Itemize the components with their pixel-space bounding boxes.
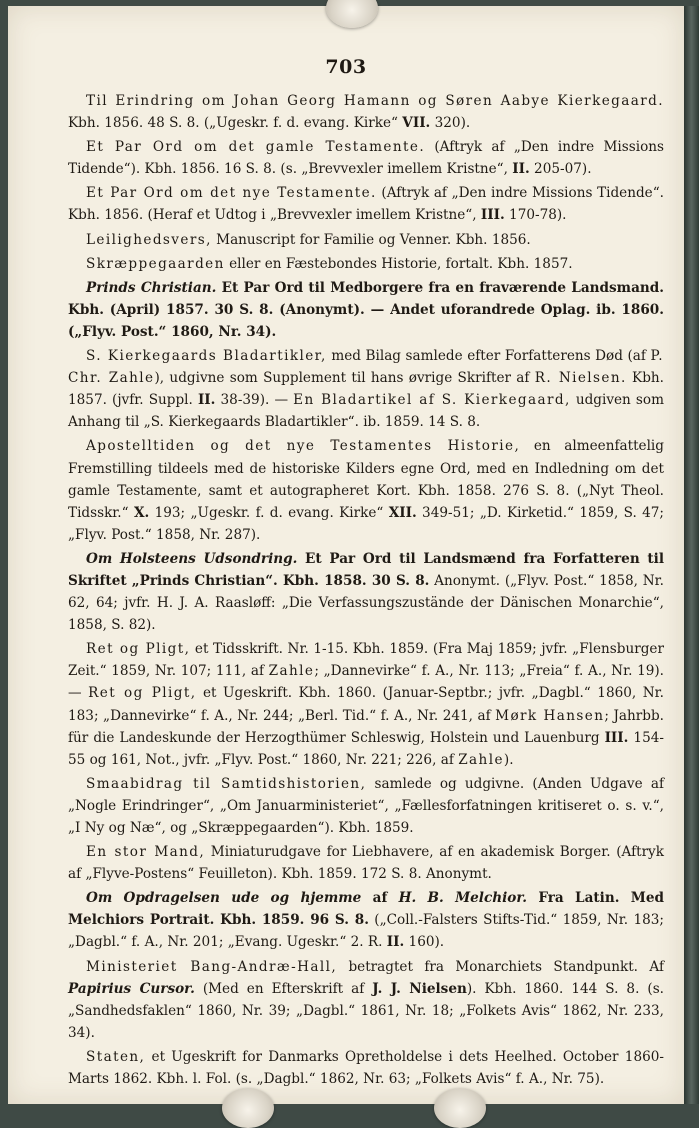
entry-text-segment: Smaabidrag til Samtidshistorien, (86, 775, 367, 792)
book-edge (684, 6, 699, 1104)
entry-text-segment: ). Kbh. 1860. 144 S. 8. (s. „Sandhedsfaklen“ 1860, Nr. 39; „Dagbl.“ 1861, Nr. 18; „Folkets Avis“ 1862, Nr. 233, 34). (68, 980, 664, 1041)
bibliography-entry (68, 229, 664, 251)
entry-text-segment: af (361, 890, 399, 907)
entry-text-segment: Om Opdragelsen ude og hjemme (86, 890, 362, 907)
entry-text-segment: R. Nielsen. (534, 370, 627, 387)
paper-clip-bottom-left (222, 1088, 274, 1128)
entry-text-segment: Fra Latin. Med Melchiors Portrait. Kbh. 1859. 96 S. 8. (68, 890, 664, 929)
bibliography-entry (68, 90, 664, 134)
entry-text-segment: III. (604, 729, 629, 746)
bibliography-entry (68, 182, 664, 226)
entry-text-segment: Staten, (86, 1048, 146, 1065)
entry-text-segment: Papirius Cursor. (68, 980, 195, 997)
entry-text-segment: ). (503, 751, 514, 768)
entry-text-segment: II. (512, 161, 530, 178)
entry-text-segment: En stor Mand, (86, 844, 206, 861)
entry-text-segment: Kbh. 1856. 48 S. 8. („Ugeskr. f. d. evang. Kirke“ (68, 115, 403, 132)
entry-text-segment: ; Jahrbb. für die Landeskunde der Herzogthümer Schleswig, Holstein und Lauenburg (68, 707, 664, 746)
entry-text-segment: Et Par Ord om det gamle Testamente. (86, 139, 426, 156)
entry-text-segment: J. J. Nielsen (372, 980, 467, 997)
entry-text-segment: II. (386, 934, 405, 951)
entry-text-segment: ; „Dannevirke“ f. A., Nr. 113; „Freia“ f. A., Nr. 19). — (68, 663, 664, 702)
bibliography-text (68, 90, 664, 1092)
entry-text-segment: Ret og Pligt, (88, 685, 197, 702)
entry-text-segment: VII. (402, 115, 431, 132)
page-number: 703 (325, 56, 367, 78)
bibliography-entry (68, 1046, 664, 1090)
bibliography-entry (68, 887, 664, 953)
entry-text-segment: 193; „Ugeskr. f. d. evang. Kirke“ (149, 504, 389, 521)
entry-text-segment: Et Par Ord til Medborgere fra en fraværende Landsmand. Kbh. (April) 1857. 30 S. 8. (Anonymt). — Andet uforandrede Oplag. ib. 1860. („Flyv. Post.“ 1860, Nr. 34). (68, 279, 664, 340)
entry-text-segment: Ret og Pligt, (86, 641, 191, 658)
entry-text-segment: Mørk Hansen (495, 707, 605, 724)
entry-text-segment: Leilighedsvers, (86, 231, 212, 248)
bibliography-entry (68, 841, 664, 885)
bibliography-entry (68, 773, 664, 839)
paper-clip-bottom-right (434, 1088, 486, 1128)
entry-text-segment: 349-51; „D. Kirketid.“ 1859, S. 47; „Flyv. Post.“ 1858, Nr. 287). (68, 504, 664, 543)
entry-text-segment: udgiven som Anhang til „S. Kierkegaards Bladartikler“. ib. 1859. 14 S. 8. (68, 392, 664, 431)
entry-text-segment: 154-55 og 161, Not., jvfr. „Flyv. Post.“ 1860, Nr. 221; 226, af (68, 729, 664, 768)
entry-text-segment: Et Par Ord om det nye Testamente. (86, 185, 377, 202)
bibliography-entry (68, 638, 664, 771)
entry-text-segment: med Bilag samlede efter Forfatterens Død (af (326, 348, 651, 365)
bibliography-entry (68, 435, 664, 545)
entry-text-segment: Zahle (268, 663, 315, 680)
entry-text-segment: Kbh. 1857. (jvfr. Suppl. (68, 370, 664, 409)
entry-text-segment: Manuscript for Familie og Venner. Kbh. 1856. (211, 231, 531, 248)
entry-text-segment: et Ugeskrift for Danmarks Opretholdelse i dets Heelhed. October 1860-Marts 1862. Kbh. l. Fol. (s. „Dagbl.“ 1862, Nr. 63; „Folkets Avis“ f. A., Nr. 75). (68, 1048, 664, 1088)
entry-text-segment: Et Par Ord til Landsmænd fra Forfatteren til Skriftet „Prinds Christian“. Kbh. 1858. 30 S. 8. (68, 550, 664, 589)
entry-text-segment: X. (133, 504, 150, 521)
entry-text-segment: S. Kierkegaards Bladartikler, (86, 348, 327, 365)
entry-text-segment: et Ugeskrift. Kbh. 1860. (Januar-Septbr.; jvfr. „Dagbl.“ 1860, Nr. 183; „Dannevirke“ f. A., Nr. 244; „Berl. Tid.“ f. A., Nr. 241, af (68, 685, 664, 724)
entry-text-segment: („Coll.-Falsters Stifts-Tid.“ 1859, Nr. 183; „Dagbl.“ f. A., Nr. 201; „Evang. Ugeskr.“ 2. R. (68, 912, 664, 951)
entry-text-segment: H. B. Melchior. (398, 890, 527, 907)
bibliography-entry (68, 277, 664, 343)
entry-text-segment: Apostelltiden og det nye Testamentes Historie, (86, 438, 521, 455)
entry-text-segment: Anonymt. („Flyv. Post.“ 1858, Nr. 62, 64; jvfr. H. J. A. Raasløff: „Die Verfassungszustände der Dänischen Monarchie“, 1858, S. 82). (68, 572, 664, 634)
book-page (8, 6, 684, 1104)
entry-text-segment: et Tidsskrift. Nr. 1-15. Kbh. 1859. (Fra Maj 1859; jvfr. „Flensburger Zeit.“ 1859, Nr. 107; 111, af (68, 641, 664, 680)
entry-text-segment: En Bladartikel af S. Kierkegaard, (293, 392, 571, 409)
entry-text-segment: Om Holsteens Udsondring. (86, 550, 298, 567)
paper-clip-top (326, 0, 378, 28)
entry-text-segment: betragtet fra Monarchiets Standpunkt. Af (337, 958, 664, 975)
entry-text-segment: Prinds Christian. (86, 279, 217, 296)
bibliography-entry (68, 136, 664, 180)
entry-text-segment: en almeenfattelig Fremstilling tildeels med de historiske Kilders egne Ord, med en Indledning om det gamle Testamente, samt et autographeret Kort. Kbh. 1858. 276 S. 8. („Nyt Theol. Tidsskr.“ (68, 438, 664, 521)
bibliography-entry (68, 548, 664, 636)
entry-text-segment: II. (197, 392, 216, 409)
entry-text-segment: 205-07). (529, 161, 592, 178)
entry-text-segment: XII. (388, 504, 417, 521)
entry-text-segment: ), udgivne som Supplement til hans øvrige Skrifter af (154, 370, 535, 387)
entry-text-segment: (Med en Efterskrift af (194, 980, 373, 997)
entry-text-segment: (Aftryk af „Den indre Missions Tidende“. Kbh. 1856. (Heraf et Udtog i „Brevvexler imellem Kristne“, (68, 185, 664, 224)
entry-text-segment: eller en Fæstebondes Historie, fortalt. Kbh. 1857. (224, 255, 573, 272)
entry-text-segment: III. (480, 207, 505, 224)
entry-text-segment: 38-39). — (215, 392, 294, 409)
entry-text-segment: 170-78). (504, 207, 567, 224)
entry-text-segment: (Aftryk af „Den indre Missions Tidende“). Kbh. 1856. 16 S. 8. (s. „Brevvexler imellem Kristne“, (68, 139, 664, 178)
entry-text-segment: Zahle (458, 751, 504, 768)
entry-text-segment: 320). (430, 115, 471, 132)
entry-text-segment: Til Erindring om Johan Georg Hamann og Søren Aabye Kierkegaard. (86, 93, 664, 109)
bibliography-entry (68, 253, 664, 275)
entry-text-segment: P. Chr. Zahle (68, 348, 664, 387)
entry-text-segment: 160). (404, 934, 445, 951)
entry-text-segment: Skræppegaarden (86, 255, 225, 272)
bibliography-entry (68, 956, 664, 1044)
entry-text-segment: Ministeriet Bang-Andræ-Hall, (86, 958, 338, 975)
entry-text-segment: samlede og udgivne. (Anden Udgave af „Nogle Erindringer“, „Om Januarministeriet“, „Fællesforfatningen kritiseret o. s. v.“, „I Ny og Næ“, og „Skræppegaarden“). Kbh. 1859. (68, 775, 664, 836)
bibliography-entry (68, 345, 664, 433)
entry-text-segment: Miniaturudgave for Liebhavere, af en akademisk Borger. (Aftryk af „Flyve-Postens“ Feuilleton). Kbh. 1859. 172 S. 8. Anonymt. (68, 844, 664, 883)
